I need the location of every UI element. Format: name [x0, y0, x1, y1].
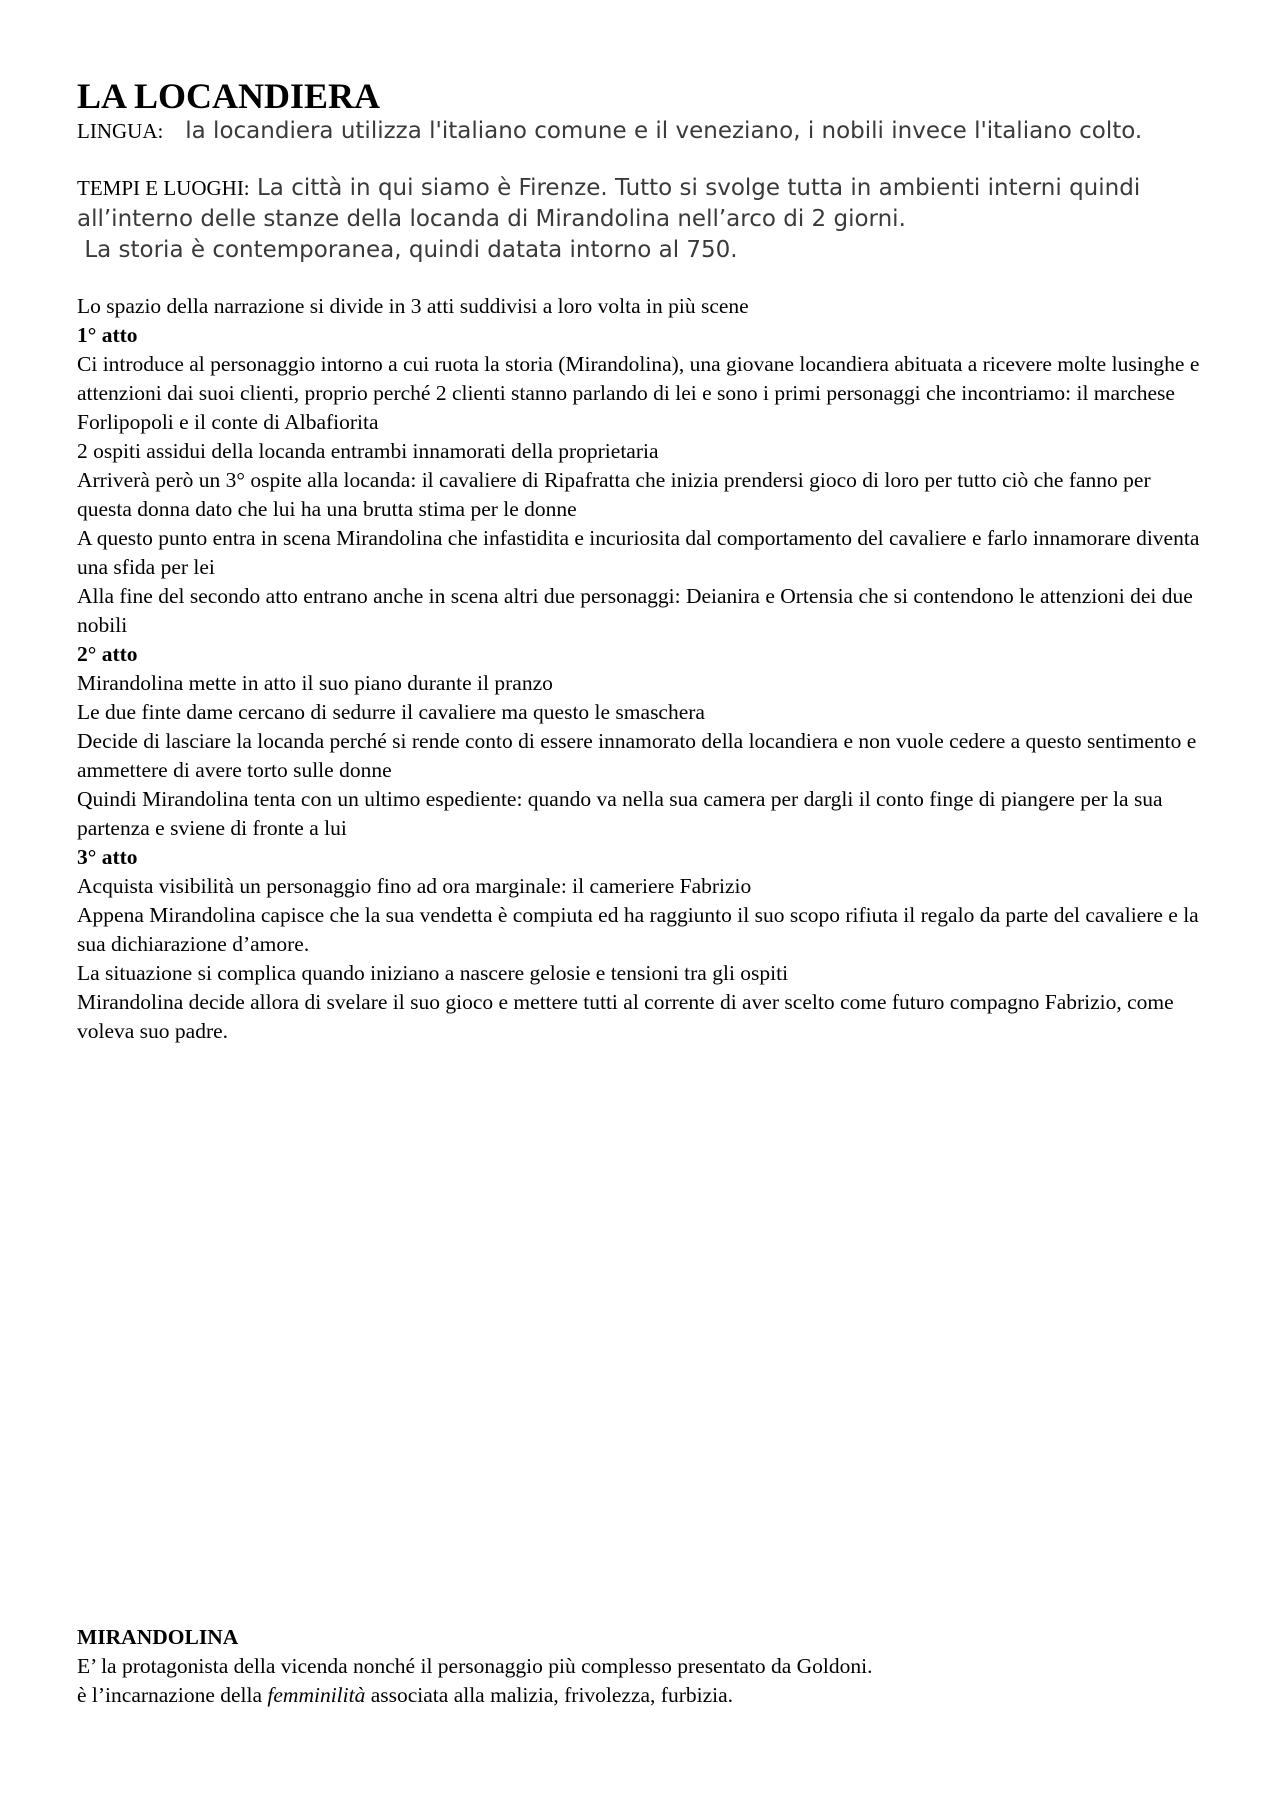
mirandolina-line-2-emphasis: femminilità — [267, 1683, 366, 1707]
mirandolina-heading: MIRANDOLINA — [77, 1625, 239, 1649]
document-title: LA LOCANDIERA — [77, 76, 381, 116]
tempi-luoghi-text: La città in qui siamo è Firenze. Tutto si svolge tutta in ambienti interni quindi all’interno delle stanze della locanda di Mirandolina nell’arco di 2 giorni. — [77, 175, 1141, 232]
atto-2-line: Mirandolina mette in atto il suo piano durante il pranzo — [77, 671, 553, 695]
tempi-luoghi-label: TEMPI E LUOGHI: — [77, 176, 250, 200]
atto-1-heading: 1° atto — [77, 323, 138, 347]
tempi-luoghi-paragraph — [77, 173, 1207, 266]
mirandolina-line-2 — [77, 1681, 1207, 1710]
atto-1-line: Ci introduce al personaggio intorno a cui ruota la storia (Mirandolina), una giovane locandiera abituata a ricevere molte lusinghe e attenzioni dai suoi clienti, proprio perché 2 clienti stanno parlando di lei e sono i primi personaggi che incontriamo: il marchese Forlipopoli e il conte di Albafiorita — [77, 352, 1200, 434]
atto-3-line: Appena Mirandolina capisce che la sua vendetta è compiuta ed ha raggiunto il suo scopo rifiuta il regalo da parte del cavaliere e la sua dichiarazione d’amore. — [77, 903, 1199, 956]
atto-2-heading: 2° atto — [77, 642, 138, 666]
tempi-luoghi-text-2: La storia è contemporanea, quindi datata intorno al 750. — [84, 237, 738, 263]
mirandolina-line-1: E’ la protagonista della vicenda nonché il personaggio più complesso presentato da Goldoni. — [77, 1654, 873, 1678]
lingua-paragraph — [77, 116, 1207, 147]
atto-3-line: La situazione si complica quando iniziano a nascere gelosie e tensioni tra gli ospiti — [77, 961, 789, 985]
mirandolina-section — [77, 1623, 1207, 1710]
atto-1-line: Alla fine del secondo atto entrano anche in scena altri due personaggi: Deianira e Ortensia che si contendono le attenzioni dei due nobili — [77, 584, 1193, 637]
atto-2-line: Le due finte dame cercano di sedurre il cavaliere ma questo le smaschera — [77, 700, 705, 724]
intro-paragraph: Lo spazio della narrazione si divide in 3 atti suddivisi a loro volta in più scene — [77, 294, 749, 318]
atto-2-line: Quindi Mirandolina tenta con un ultimo espediente: quando va nella sua camera per dargli il conto finge di piangere per la sua partenza e sviene di fronte a lui — [77, 787, 1163, 840]
mirandolina-line-2-pre: è l’incarnazione della — [77, 1683, 268, 1707]
atto-1-line: A questo punto entra in scena Mirandolina che infastidita e incuriosita dal comportamento del cavaliere e farlo innamorare diventa una sfida per lei — [77, 526, 1200, 579]
atto-2-line: Decide di lasciare la locanda perché si rende conto di essere innamorato della locandiera e non vuole cedere a questo sentimento e ammettere di avere torto sulle donne — [77, 729, 1197, 782]
atto-3-heading: 3° atto — [77, 845, 138, 869]
document-body — [77, 76, 1207, 1046]
lingua-text: la locandiera utilizza l'italiano comune e il veneziano, i nobili invece l'italiano colto. — [185, 118, 1143, 144]
atto-1-line: 2 ospiti assidui della locanda entrambi innamorati della proprietaria — [77, 439, 659, 463]
mirandolina-line-2-post: associata alla malizia, frivolezza, furbizia. — [365, 1683, 734, 1707]
lingua-label: LINGUA: — [77, 119, 164, 143]
atto-3-line: Mirandolina decide allora di svelare il suo gioco e mettere tutti al corrente di aver scelto come futuro compagno Fabrizio, come voleva suo padre. — [77, 990, 1174, 1043]
atto-3-line: Acquista visibilità un personaggio fino ad ora marginale: il cameriere Fabrizio — [77, 874, 752, 898]
atto-1-line: Arriverà però un 3° ospite alla locanda: il cavaliere di Ripafratta che inizia prendersi gioco di loro per tutto ciò che fanno per questa donna dato che lui ha una brutta stima per le donne — [77, 468, 1151, 521]
